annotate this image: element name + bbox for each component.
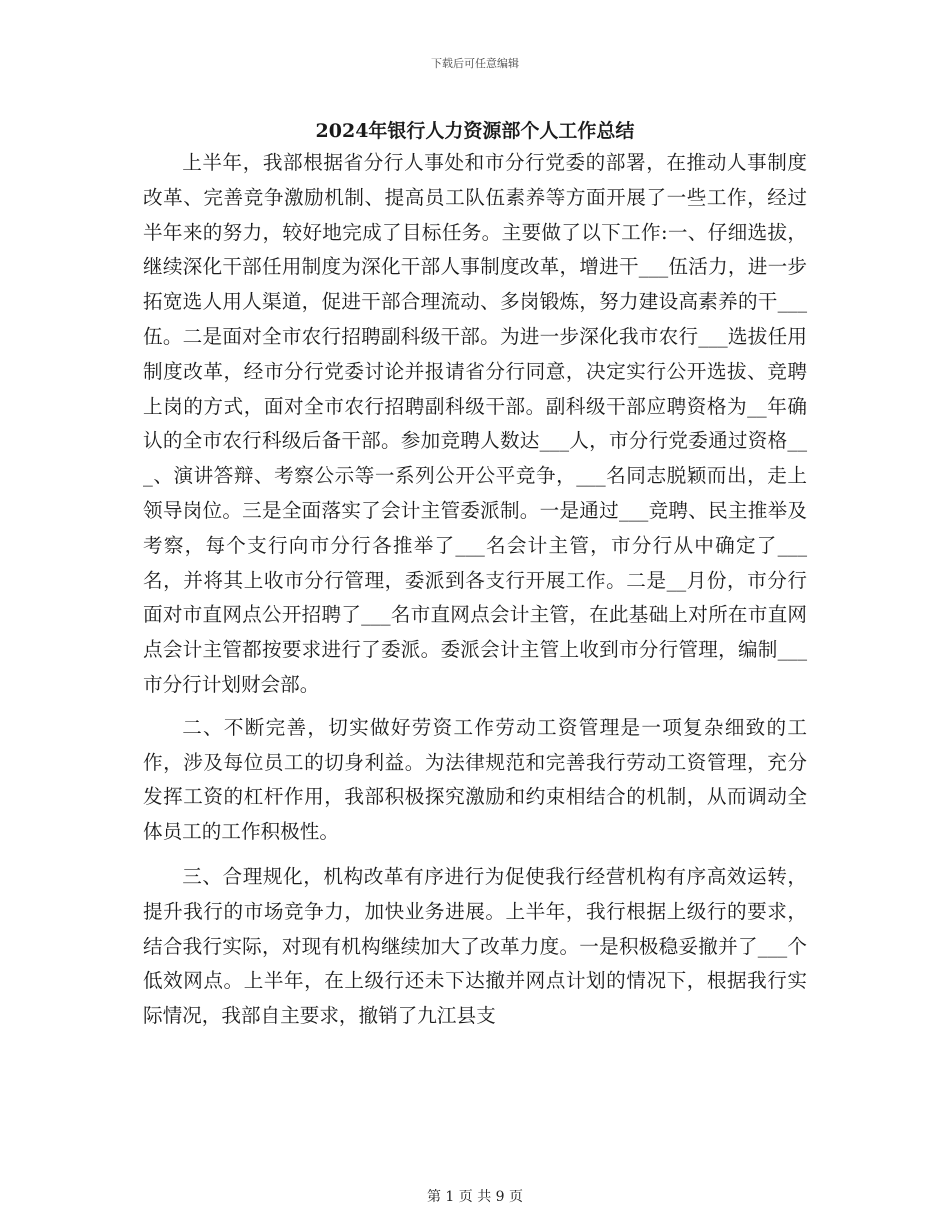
- paragraph-1: 上半年，我部根据省分行人事处和市分行党委的部署，在推动人事制度改革、完善竞争激励机制、提高员工队伍素养等方面开展了一些工作，经过半年来的努力，较好地完成了目标任务。主要做了以下工作:一、仔细选拔，继续深化干部任用制度为深化干部人事制度改革，增进干___伍活力，进一步拓宽选人用人渠道，促进干部合理流动、多岗锻炼，努力建设高素养的干___伍。二是面对全市农行招聘副科级干部。为进一步深化我市农行___选拔任用制度改革，经市分行党委讨论并报请省分行同意，决定实行公开选拔、竞聘上岗的方式，面对全市农行招聘副科级干部。副科级干部应聘资格为__年确认的全市农行科级后备干部。参加竞聘人数达___人，市分行党委通过资格___、演讲答辩、考察公示等一系列公开公平竞争，___名同志脱颖而出，走上领导岗位。三是全面落实了会计主管委派制。一是通过___竞聘、民主推举及考察，每个支行向市分行各推举了___名会计主管，市分行从中确定了___名，并将其上收市分行管理，委派到各支行开展工作。二是__月份，市分行面对市直网点公开招聘了___名市直网点会计主管，在此基础上对所在市直网点会计主管都按要求进行了委派。委派会计主管上收到市分行管理，编制___市分行计划财会部。: [143, 151, 807, 696]
- paragraph-2: 二、不断完善，切实做好劳资工作劳动工资管理是一项复杂细致的工作，涉及每位员工的切身利益。为法律规范和完善我行劳动工资管理，充分发挥工资的杠杆作用，我部积极探究激励和约束相结合的机制，从而调动全体员工的工作积极性。: [143, 715, 807, 844]
- document-body: [143, 146, 807, 1034]
- document-title: 2024年银行人力资源部个人工作总结: [315, 120, 635, 142]
- paragraph-3: 三、合理规化，机构改革有序进行为促使我行经营机构有序高效运转，提升我行的市场竞争力，加快业务进展。上半年，我行根据上级行的要求，结合我行实际，对现有机构继续加大了改革力度。一是积极稳妥撤并了___个低效网点。上半年，在上级行还未下达撤并网点计划的情况下，根据我行实际情况，我部自主要求，撤销了九江县支: [143, 864, 807, 1028]
- page-footer: 第 1 页 共 9 页: [426, 1189, 524, 1205]
- header-note: 下载后可任意编辑: [431, 57, 519, 70]
